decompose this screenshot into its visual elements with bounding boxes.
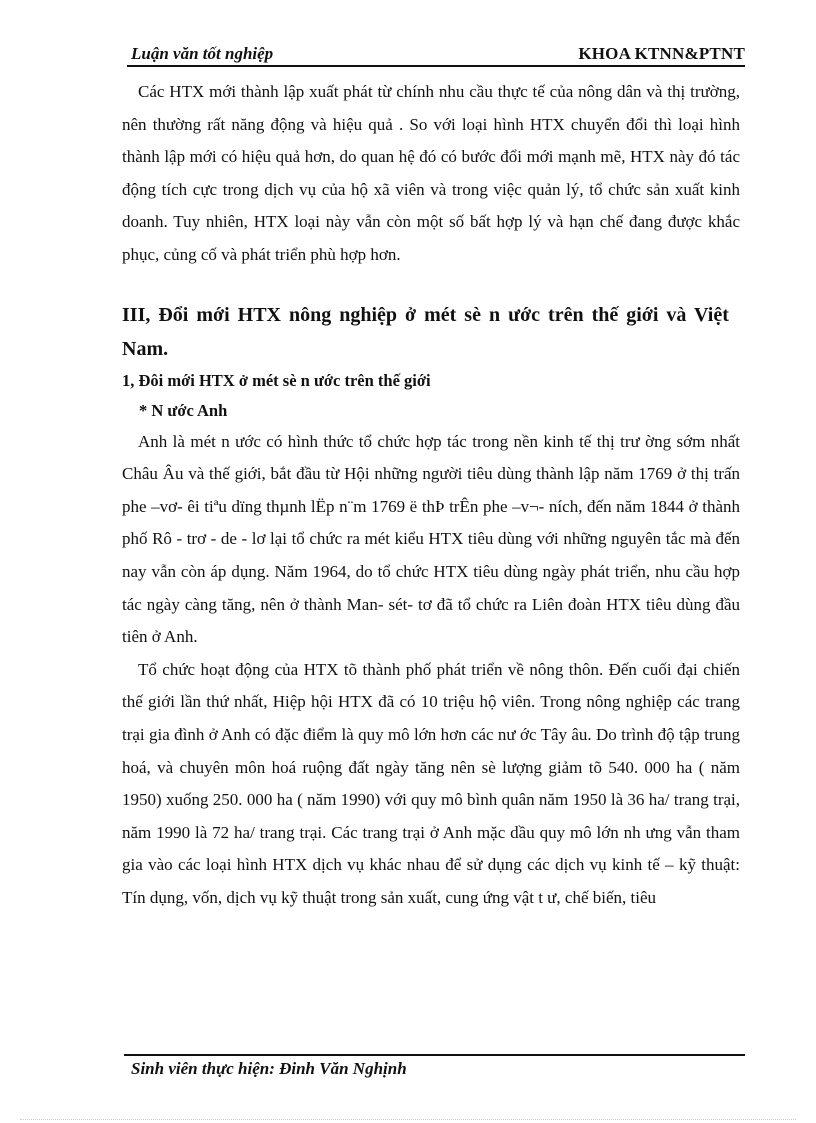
- page-bottom-border: [20, 1119, 796, 1120]
- paragraph-england-history: Anh là mét n ước có hình thức tổ chức hợp tác trong nền kinh tế thị trư ờng sớm nhất Châu Âu và thế giới, bắt đầu từ Hội những người tiêu dùng thành lập năm 1769 ở thị trấn phe –vơ- êi tiªu dïng thµnh lËp n¨m 1769 ë thÞ trÊn phe –v¬- ních, đến năm 1844 ở thành phố Rô - trơ - de - lơ lại tổ chức ra mét kiểu HTX tiêu dùng với những nguyên tắc mà đến nay vẫn còn áp dụng. Năm 1964, do tổ chức HTX tiêu dùng ngày phát triển, nhu cầu hợp tác ngày càng tăng, nên ở thành Man- sét- tơ đã tổ chức ra Liên đoàn HTX tiêu dùng đầu tiên ở Anh.: [122, 431, 740, 647]
- faculty-name: KHOA KTNN&PTNT: [578, 44, 745, 63]
- page-header: [127, 44, 745, 66]
- section-heading: III, Đổi mới HTX nông nghiệp ở mét sè n ước trên thế giới và Việt Nam.: [122, 303, 729, 360]
- paragraph-new-cooperatives: Các HTX mới thành lập xuất phát từ chính nhu cầu thực tế của nông dân và thị trường, nên thường rất năng động và hiệu quả . So với loại hình HTX chuyển đổi thì loại hình thành lập mới có hiệu quả hơn, do quan hệ đó có bước đổi mới mạnh mẽ, HTX này đó tác động tích cực trong dịch vụ của hộ xã viên và trong việc quản lý, tổ chức sản xuất kinh doanh. Tuy nhiên, HTX loại này vẫn còn một số bất hợp lý và hạn chế đang được khắc phục, củng cố và phát triển phù hợp hơn.: [122, 82, 740, 264]
- student-name: Sinh viên thực hiện: Đinh Văn Nghịnh: [131, 1059, 407, 1078]
- paragraph-england-farms: Tổ chức hoạt động của HTX tõ thành phố phát triển về nông thôn. Đến cuối đại chiến thế giới lần thứ nhất, Hiệp hội HTX đã có 10 triệu hộ viên. Trong nông nghiệp các trang trại gia đình ở Anh có đặc điểm là quy mô lớn hơn các nư ớc Tây âu. Do trình độ tập trung hoá, và chuyên môn hoá ruộng đất ngày tăng nên sè lượng giảm tõ 540. 000 ha ( năm 1950) xuống 250. 000 ha ( năm 1990) với quy mô bình quân năm 1950 là 36 ha/ trang trại, năm 1990 là 72 ha/ trang trại. Các trang trại ở Anh mặc dầu quy mô lớn nh ưng vẫn tham gia vào các loại hình HTX dịch vụ khác nhau để sử dụng các dịch vụ kinh tế – kỹ thuật: Tín dụng, vốn, dịch vụ kỹ thuật trong sản xuất, cung ứng vật t ư, chế biến, tiêu: [122, 659, 740, 907]
- footer-divider: [124, 1054, 745, 1056]
- subsection-heading: 1, Đôi mới HTX ở mét sè n ước trên thế giới: [122, 370, 431, 390]
- header-divider: [127, 65, 745, 67]
- country-heading: * N ước Anh: [139, 400, 228, 420]
- page-body: [122, 76, 740, 914]
- thesis-title: Luận văn tốt nghiệp: [131, 44, 274, 63]
